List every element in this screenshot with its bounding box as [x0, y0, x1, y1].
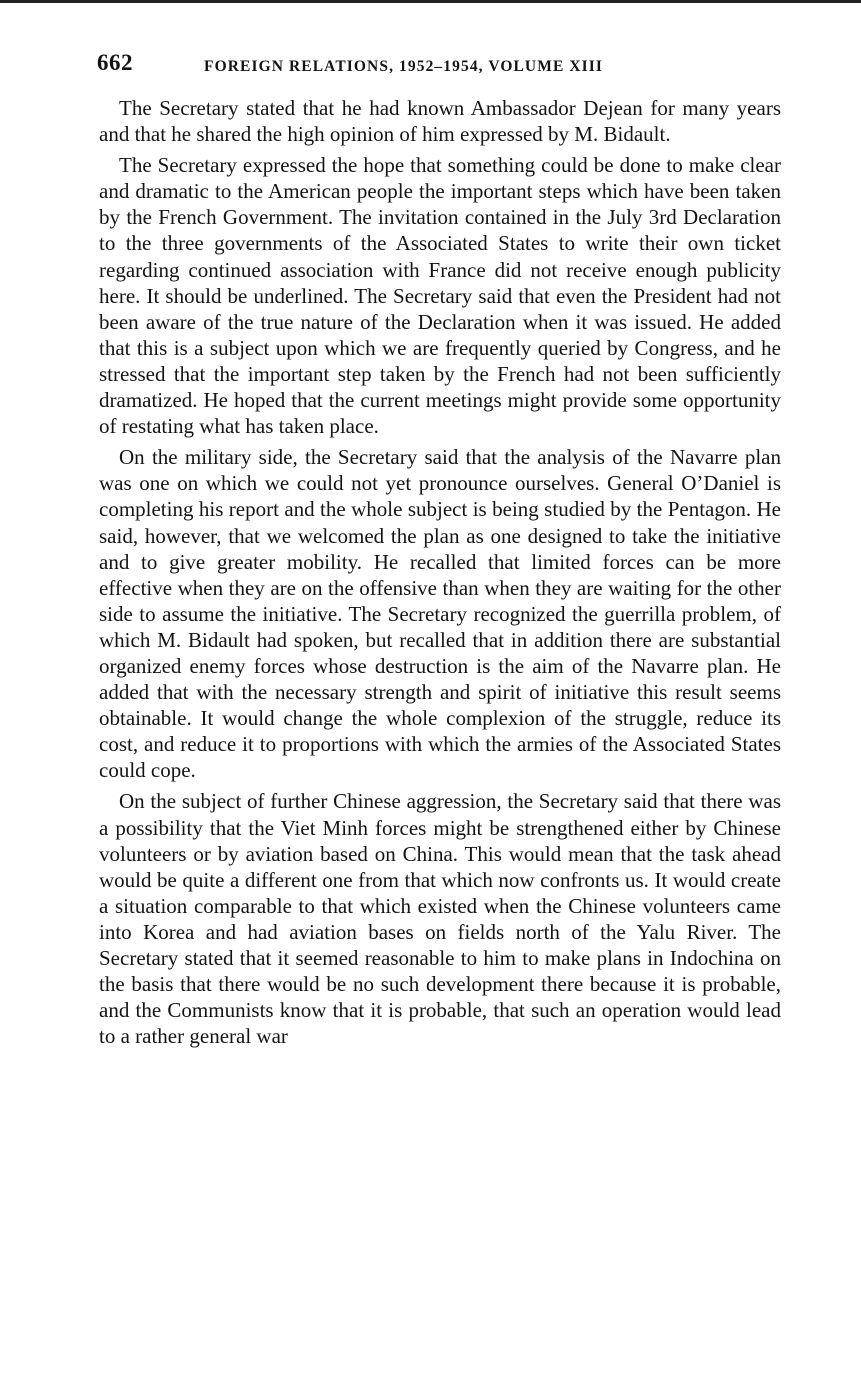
page-number: 662 [97, 50, 133, 75]
paragraph-navarre-plan: On the military side, the Secretary said that the analysis of the Navarre plan was one on which we could not yet pronounce ourselves. General O’Daniel is completing his report and the whole subject is being studied by the Pentagon. He said, however, that we welcomed the plan as one designed to take the initiative and to give greater mobility. He recalled that limited forces can be more effective when they are on the offensive than when they are waiting for the other side to assume the initiative. The Secretary recognized the guerrilla problem, of which M. Bidault had spoken, but recalled that in addition there are substantial organized enemy forces whose destruction is the aim of the Navarre plan. He added that with the necessary strength and spirit of initiative this result seems obtainable. It would change the whole complexion of the struggle, reduce its cost, and reduce it to proportions with which the armies of the Associated States could cope. [99, 445, 781, 783]
paragraph-july-declaration: The Secretary expressed the hope that something could be done to make clear and dramatic to the American people the important steps which have been taken by the French Government. The invitation contained in the July 3rd Declaration to the three governments of the Associated States to write their own ticket regarding continued association with France did not receive enough publicity here. It should be underlined. The Secretary said that even the President had not been aware of the true nature of the Declaration when it was issued. He added that this is a subject upon which we are frequently queried by Congress, and he stressed that the important step taken by the French had not been sufficiently dramatized. He hoped that the current meetings might provide some opportunity of restating what has taken place. [99, 153, 781, 439]
top-edge-rule [0, 0, 861, 3]
paragraph-chinese-aggression: On the subject of further Chinese aggression, the Secretary said that there was a possibility that the Viet Minh forces might be strengthened either by Chinese volunteers or by aviation based on China. This would mean that the task ahead would be quite a different one from that which now confronts us. It would create a situation comparable to that which existed when the Chinese volunteers came into Korea and had aviation bases on fields north of the Yalu River. The Secretary stated that it seemed reasonable to him to make plans in Indochina on the basis that there would be no such development there because it is probable, and the Communists know that it is probable, that such an operation would lead to a rather general war [99, 789, 781, 1049]
running-title: FOREIGN RELATIONS, 1952–1954, VOLUME XIII [204, 58, 604, 75]
paragraph-dejean: The Secretary stated that he had known Ambassador Dejean for many years and that he shared the high opinion of him expressed by M. Bidault. [99, 96, 781, 147]
running-head [97, 50, 787, 84]
body-text [99, 95, 781, 1054]
